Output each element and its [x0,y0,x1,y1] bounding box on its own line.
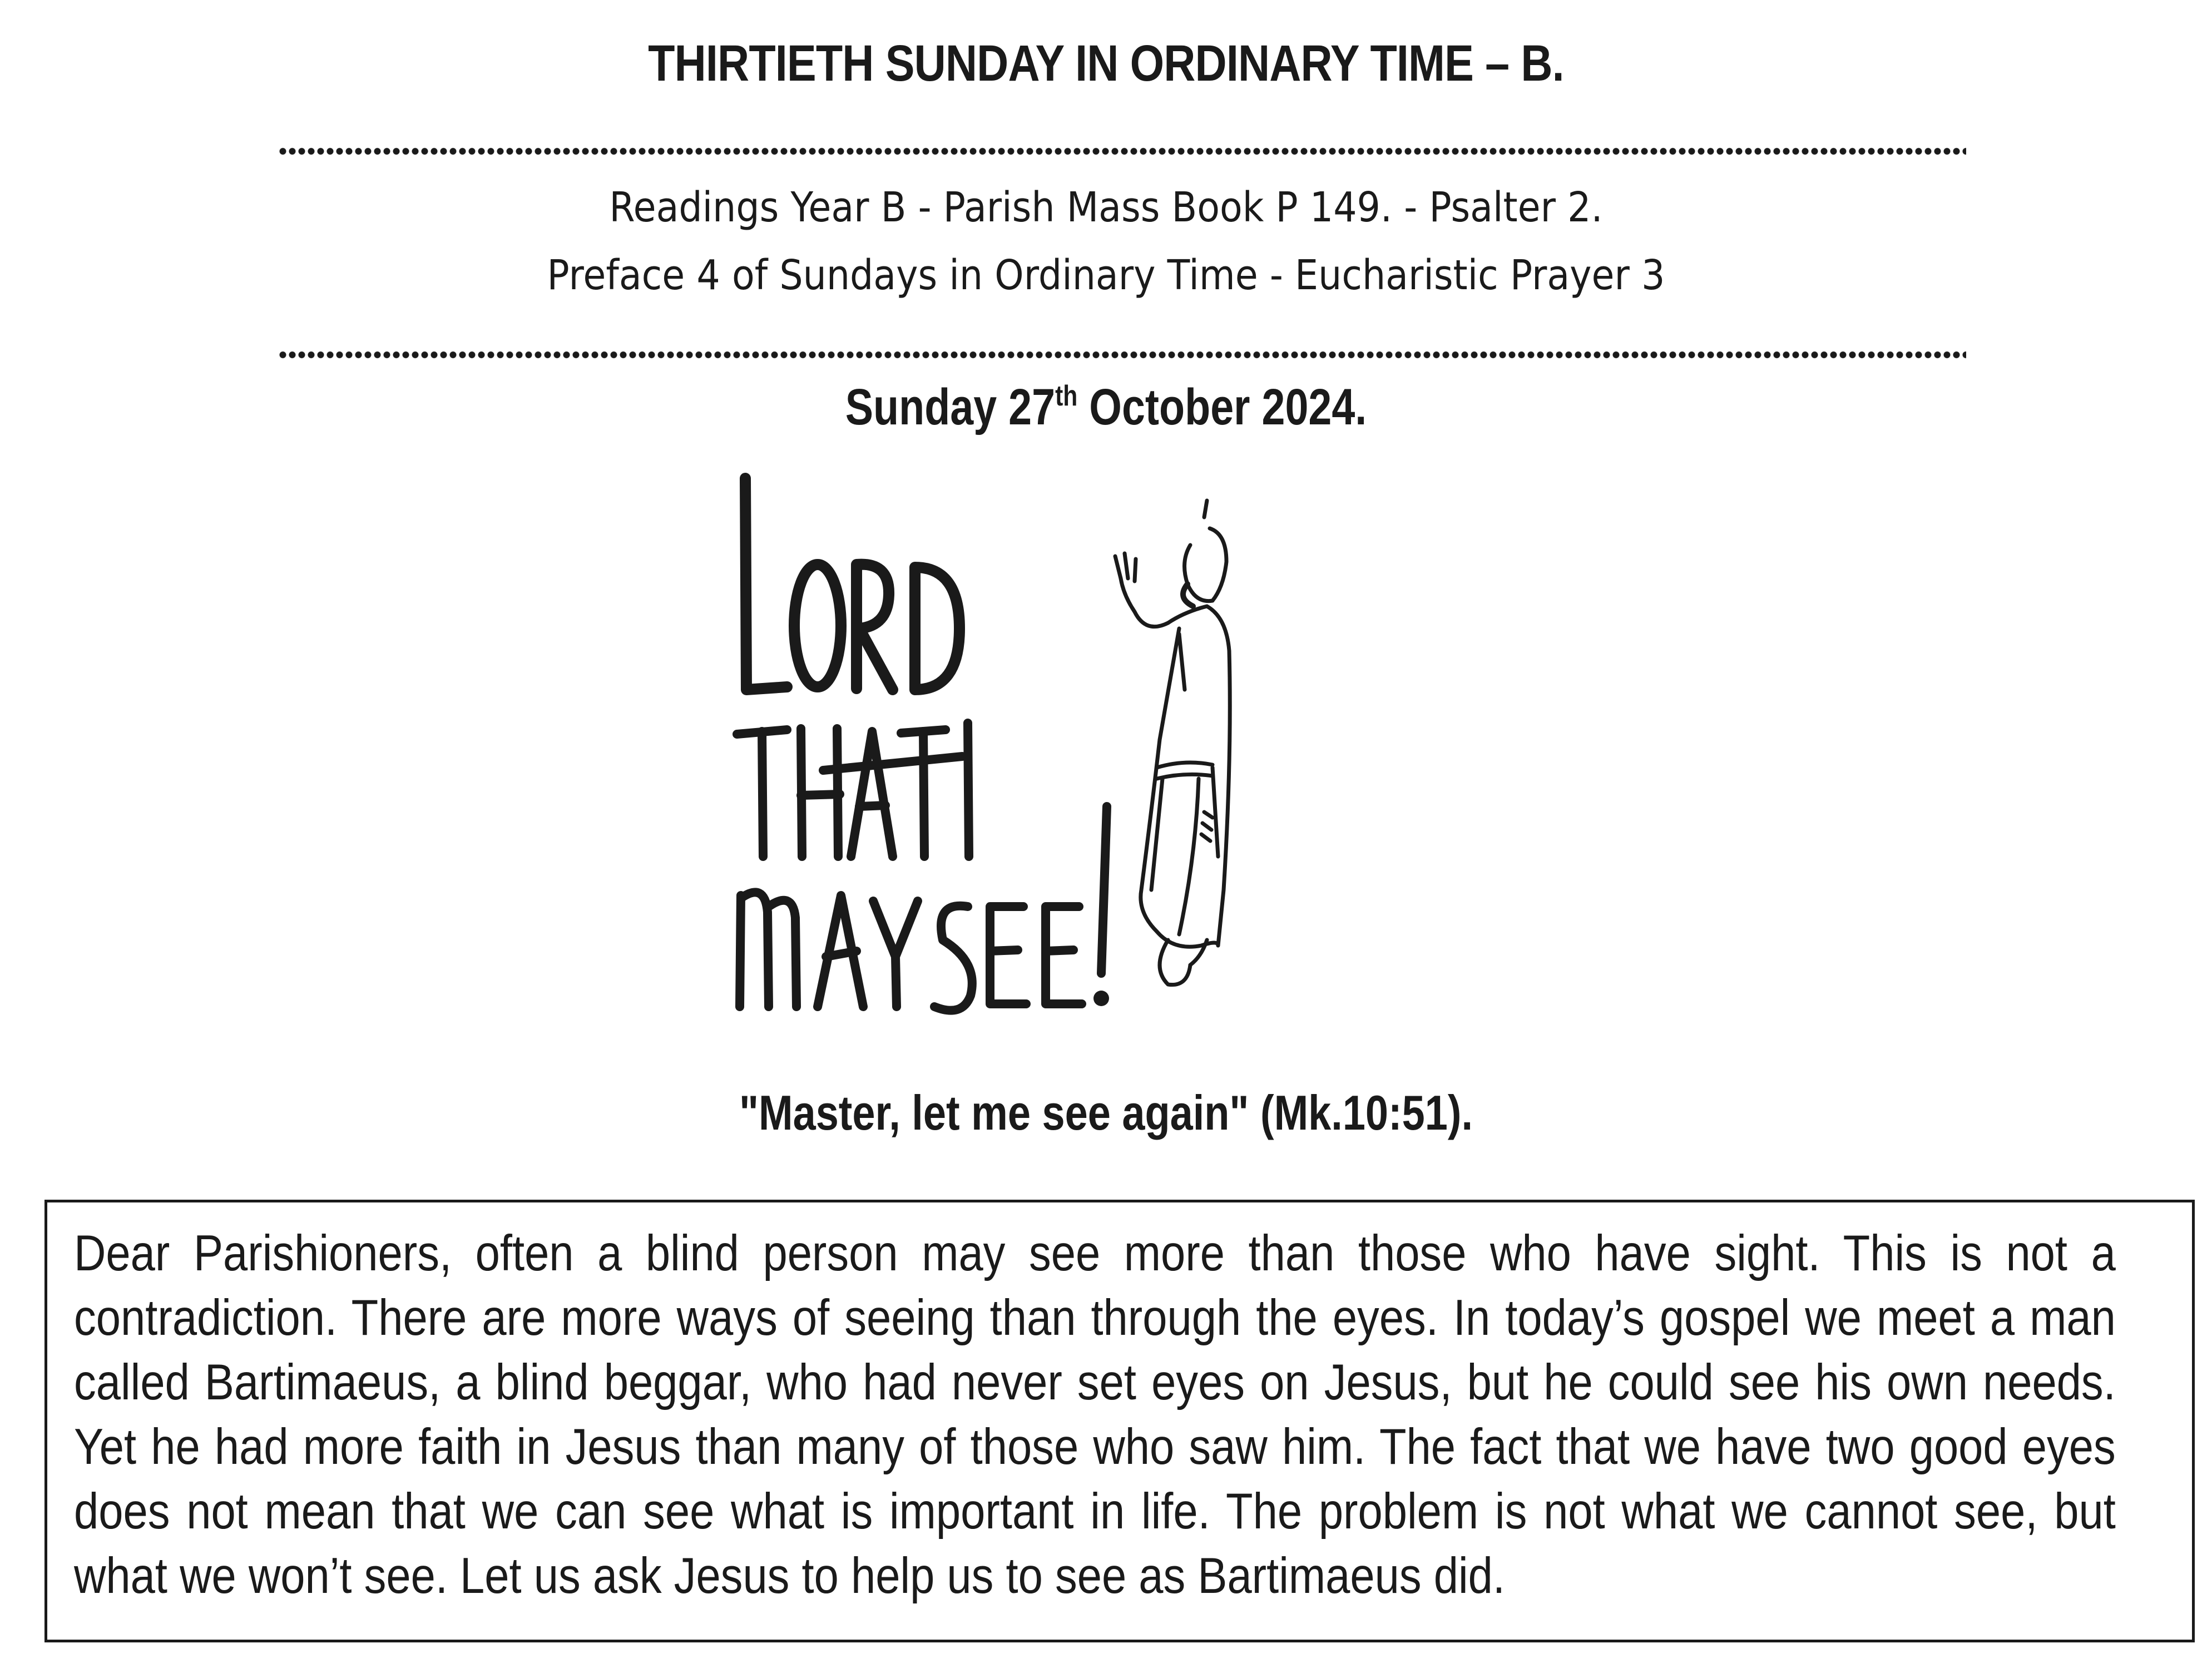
scripture-quote: "Master, let me see again" (Mk.10:51). [739,1085,1473,1140]
service-date [199,378,2013,437]
readings-line: Readings Year B - Parish Mass Book P 149. - Psalter 2. [609,184,1603,231]
exclamation-dot [1093,991,1109,1006]
lettering-that-i [737,723,969,857]
lord-that-i-may-see-illustration [723,467,1302,1062]
date-prefix: Sunday 27 [845,379,1056,435]
page-title: THIRTIETH SUNDAY IN ORDINARY TIME – B. [648,35,1564,92]
date-ordinal-suffix: th [1055,380,1078,412]
preface-line: Preface 4 of Sundays in Ordinary Time - Eucharistic Prayer 3 [547,251,1665,299]
parishioners-message: Dear Parishioners, often a blind person may see more than those who have sight. This is not a contradiction. There are more ways of seeing than through the eyes. In today’s gospel we meet a man called Bartimaeus, a blind beggar, who had never set eyes on Jesus, but he could see his own needs. Yet he had more faith in Jesus than many of those who saw him. The fact that we have two good eyes does not mean that we can see what is important in life. The problem is not what we cannot see, but what we won’t see. Let us ask Jesus to help us to see as Bartimaeus did. [74,1225,2116,1604]
dotted-divider-bottom [278,349,1966,360]
lettering-lord [745,478,959,690]
hand-lettering [737,478,1109,1011]
praying-figure-icon [1115,501,1230,985]
parishioners-message-box [44,1200,2195,1642]
dotted-divider-top [278,146,1966,157]
date-rest: October 2024. [1077,379,1367,435]
